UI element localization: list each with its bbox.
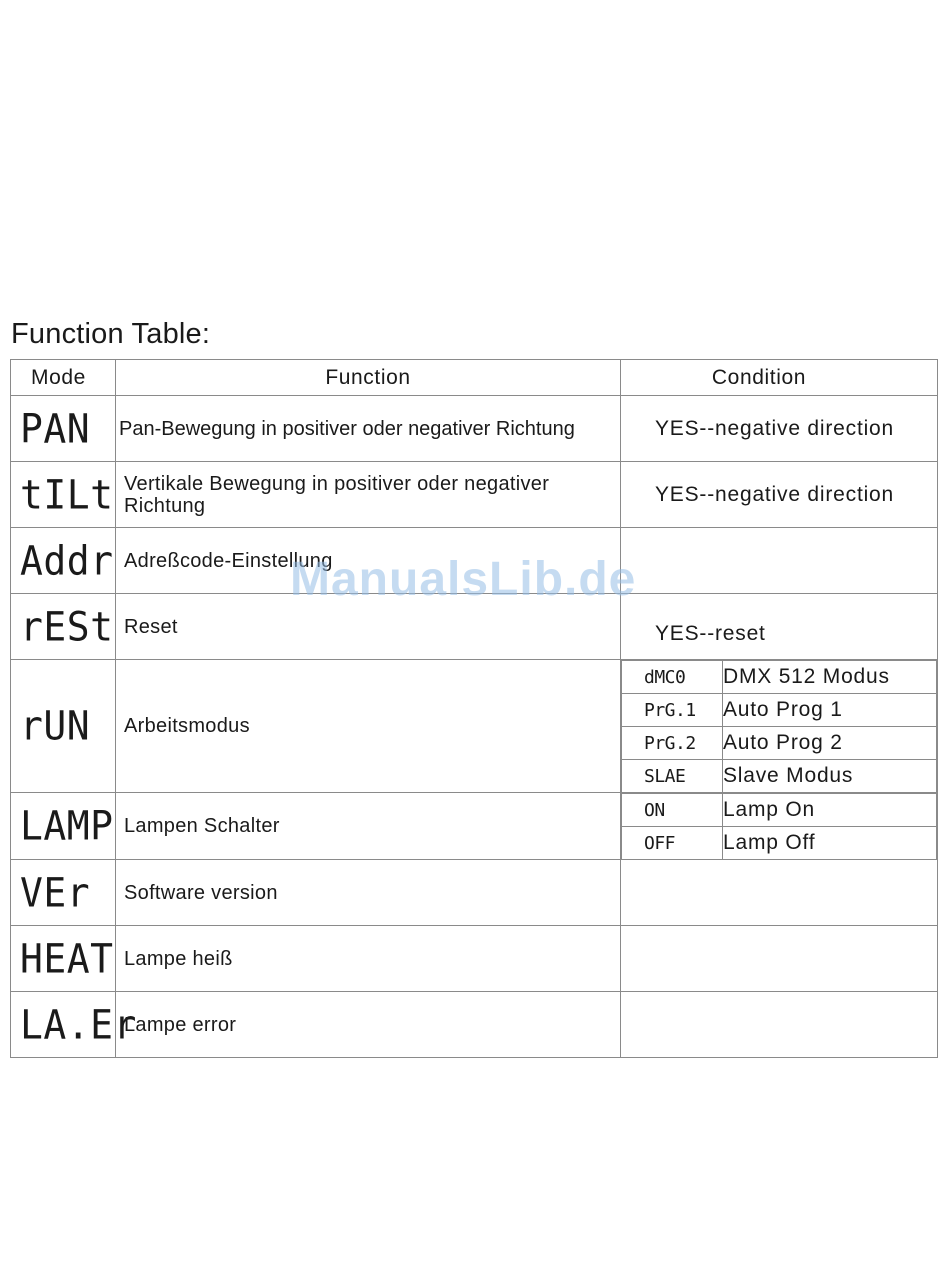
option-label: DMX 512 Modus xyxy=(723,661,937,694)
mode-code: rESt xyxy=(20,603,114,650)
column-header-function: Function xyxy=(116,360,621,396)
option-label: Slave Modus xyxy=(723,760,937,793)
option-row xyxy=(622,727,937,760)
condition-options xyxy=(621,660,938,793)
condition-cell: YES--negative direction xyxy=(621,462,938,528)
table-row xyxy=(11,926,938,992)
condition-cell xyxy=(621,528,938,594)
function-cell: Reset xyxy=(116,594,621,660)
mode-code: LA.Er xyxy=(20,1001,137,1048)
option-code: PrG.2 xyxy=(622,727,723,760)
table-row xyxy=(11,528,938,594)
option-code: PrG.1 xyxy=(622,694,723,727)
option-label: Auto Prog 2 xyxy=(723,727,937,760)
function-cell: Arbeitsmodus xyxy=(116,660,621,793)
option-row xyxy=(622,694,937,727)
table-header-row xyxy=(11,360,938,396)
mode-code: PAN xyxy=(20,405,91,452)
table-row xyxy=(11,462,938,528)
option-code: ON xyxy=(622,794,723,827)
option-code: OFF xyxy=(622,827,723,860)
function-cell: Pan-Bewegung in positiver oder negativer Richtung xyxy=(116,396,621,462)
option-code: dMC0 xyxy=(622,661,723,694)
condition-cell xyxy=(621,860,938,926)
page-title: Function Table: xyxy=(11,318,211,350)
condition-cell xyxy=(621,992,938,1058)
option-row xyxy=(622,661,937,694)
function-cell: Lampe error xyxy=(116,992,621,1058)
table-row xyxy=(11,396,938,462)
condition-cell: YES--negative direction xyxy=(621,396,938,462)
table-row xyxy=(11,992,938,1058)
function-table xyxy=(10,359,938,1058)
table-row xyxy=(11,660,938,793)
function-cell: Vertikale Bewegung in positiver oder negativer Richtung xyxy=(116,462,621,528)
function-cell: Adreßcode-Einstellung xyxy=(116,528,621,594)
column-header-mode: Mode xyxy=(11,360,116,396)
column-header-condition: Condition xyxy=(621,360,938,396)
mode-code: LAMP xyxy=(20,802,114,850)
mode-code: tILt xyxy=(20,471,114,518)
table-row xyxy=(11,860,938,926)
option-row xyxy=(622,794,937,827)
mode-code: rUN xyxy=(20,702,91,750)
option-row xyxy=(622,827,937,860)
condition-cell: YES--reset xyxy=(621,594,938,660)
option-label: Lamp On xyxy=(723,794,937,827)
table-row xyxy=(11,594,938,660)
function-cell: Software version xyxy=(116,860,621,926)
table-row xyxy=(11,793,938,860)
condition-options xyxy=(621,793,938,860)
mode-code: Addr xyxy=(20,537,114,584)
function-cell: Lampen Schalter xyxy=(116,793,621,860)
option-row xyxy=(622,760,937,793)
function-cell: Lampe heiß xyxy=(116,926,621,992)
mode-code: VEr xyxy=(20,869,91,916)
mode-code: HEAT xyxy=(20,935,114,982)
option-label: Auto Prog 1 xyxy=(723,694,937,727)
option-code: SLAE xyxy=(622,760,723,793)
option-label: Lamp Off xyxy=(723,827,937,860)
watermark: ManualsLib.de xyxy=(290,553,637,606)
condition-cell xyxy=(621,926,938,992)
